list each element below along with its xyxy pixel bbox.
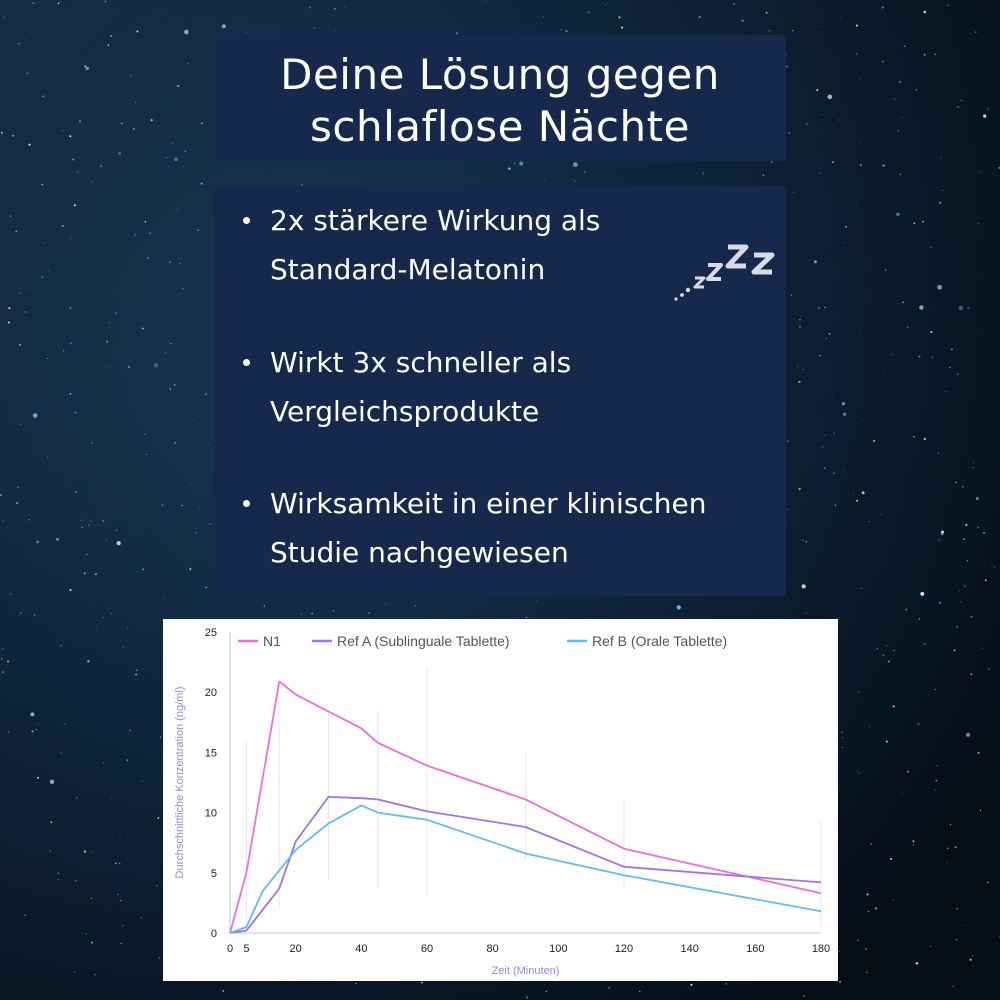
x-tick-label: 40 <box>355 943 368 955</box>
x-tick-label: 80 <box>486 943 499 955</box>
legend-label: Ref A (Sublinguale Tablette) <box>337 633 510 649</box>
page-title-line-1: Deine Lösung gegen <box>280 50 720 99</box>
y-tick-label: 25 <box>204 627 217 639</box>
legend-label: N1 <box>263 633 281 649</box>
x-tick-label: 120 <box>614 943 634 955</box>
benefit-text-line-1: Wirksamkeit in einer klinischen <box>270 487 707 520</box>
legend-label: Ref B (Orale Tablette) <box>592 633 728 649</box>
benefit-item <box>270 479 780 577</box>
concentration-chart <box>163 619 838 981</box>
x-tick-label: 5 <box>243 943 250 955</box>
x-tick-label: 0 <box>226 943 234 955</box>
y-tick-label: 0 <box>210 928 217 940</box>
benefit-text-line-1: Wirkt 3x schneller als <box>270 346 572 379</box>
y-tick-label: 5 <box>210 867 217 880</box>
bullet-dot-icon <box>243 500 250 507</box>
y-tick-label: 20 <box>204 687 217 700</box>
chart-canvas <box>163 619 838 981</box>
benefit-text-line-2: Vergleichsprodukte <box>270 395 540 428</box>
x-tick-label: 100 <box>549 943 568 955</box>
bullet-dot-icon <box>243 359 250 366</box>
benefit-text-line-2: Standard-Melatonin <box>270 253 546 286</box>
title-panel <box>214 35 786 161</box>
page-title-line-2: schlaflose Nächte <box>310 102 690 151</box>
y-axis-label: Durchschnittliche Konzentration (ng/ml) <box>174 686 186 879</box>
bullet-dot-icon <box>243 217 250 224</box>
benefit-text-line-2: Studie nachgewiesen <box>270 536 569 569</box>
x-tick-label: 180 <box>811 943 831 955</box>
y-tick-label: 10 <box>204 807 217 820</box>
benefit-text-line-1: 2x stärkere Wirkung als <box>270 204 601 237</box>
x-tick-label: 160 <box>746 943 765 955</box>
x-axis-label: Zeit (Minuten) <box>491 965 560 977</box>
x-tick-label: 140 <box>680 943 699 955</box>
x-tick-label: 20 <box>289 943 302 955</box>
zzz-sleep-icon <box>668 233 786 305</box>
x-tick-label: 60 <box>420 943 434 955</box>
page-title <box>214 49 786 153</box>
benefit-item <box>270 338 780 436</box>
y-tick-label: 15 <box>204 747 217 760</box>
